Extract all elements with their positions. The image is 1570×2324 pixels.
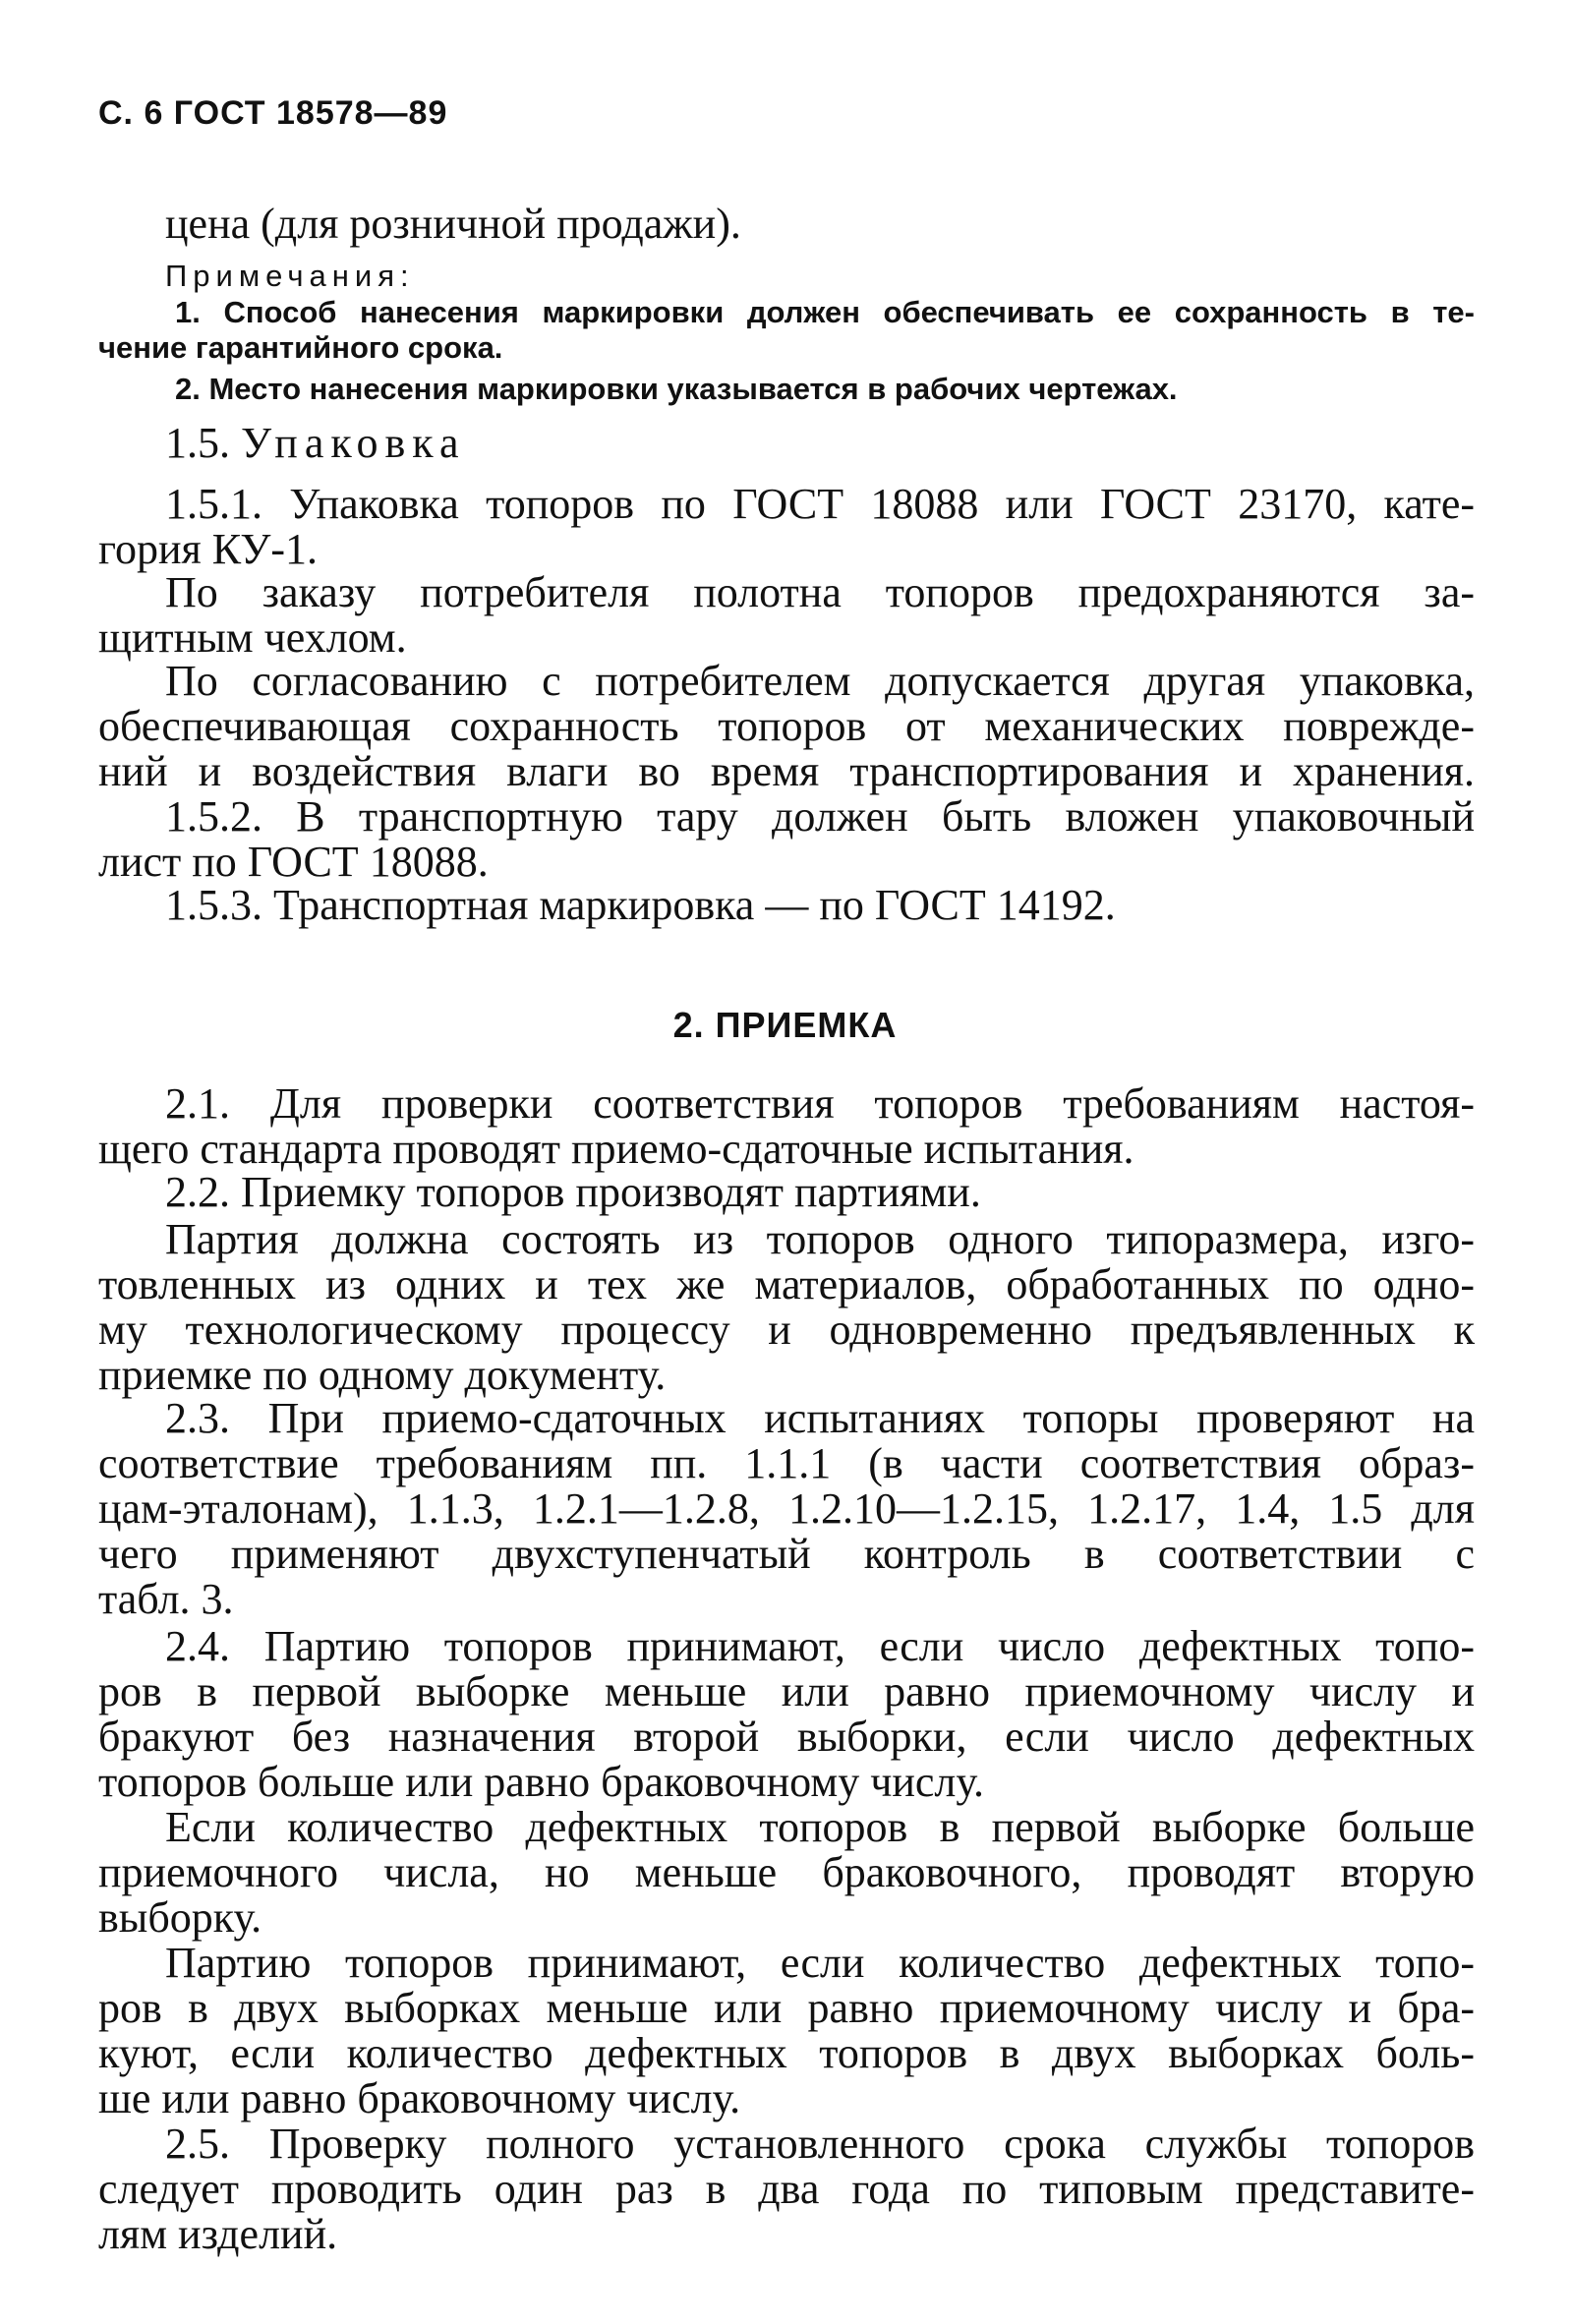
para-2-5 (98, 2121, 1475, 2257)
para-party-line-2: товленных из одних и тех же материалов, обработанных по одно- (98, 1260, 1475, 1308)
para-order (98, 570, 1475, 661)
para-2-5-line-1: 2.5. Проверку полного установленного срока службы топоров (165, 2120, 1475, 2168)
para-2-1-line-1: 2.1. Для проверки соответствия топоров требованиям настоя- (165, 1079, 1475, 1128)
para-party-line-3: му технологическому процессу и одновременно предъявленных к (98, 1306, 1475, 1354)
para-agree (98, 659, 1475, 794)
para-1-5-1 (98, 482, 1475, 572)
price-line: цена (для розничной продажи). (165, 200, 741, 248)
para-if-line-2: приемочного числа, но меньше браковочного, проводят вторую (98, 1848, 1475, 1896)
para-accept-line-2: ров в двух выборках меньше или равно приемочному числу и бра- (98, 1984, 1475, 2032)
para-accept-line-1: Партию топоров принимают, если количество дефектных топо- (165, 1939, 1475, 1987)
para-2-3 (98, 1396, 1475, 1622)
para-2-3-line-2: соответствие требованиям пп. 1.1.1 (в части соответствия образ- (98, 1439, 1475, 1487)
para-order-line-2: щитным чехлом. (98, 613, 407, 662)
section-1-5-number: 1.5. (165, 419, 230, 467)
note-1 (98, 295, 1475, 366)
section-2-title: 2. ПРИЕМКА (672, 1005, 898, 1045)
para-2-1-line-2: щего стандарта проводят приемо-сдаточные испытания. (98, 1125, 1134, 1173)
para-2-5-line-2: следует проводить один раз в два года по типовым представите- (98, 2165, 1475, 2213)
para-1-5-1-line-2: гория КУ-1. (98, 525, 319, 573)
para-2-4-line-4: топоров больше или равно браковочному числу. (98, 1758, 984, 1806)
para-if-line-1: Если количество дефектных топоров в первой выборке больше (165, 1803, 1475, 1851)
para-2-5-line-3: лям изделий. (98, 2210, 338, 2258)
para-party (98, 1217, 1475, 1398)
notes-title: Примечания: (165, 259, 415, 293)
para-2-1 (98, 1081, 1475, 1172)
para-2-4-line-3: бракуют без назначения второй выборки, если число дефектных (98, 1713, 1475, 1761)
para-accept (98, 1941, 1475, 2121)
para-2-3-line-4: чего применяют двухступенчатый контроль в соответствии с (98, 1530, 1475, 1578)
para-1-5-2-line-1: 1.5.2. В транспортную тару должен быть вложен упаковочный (165, 792, 1475, 841)
note-2: 2. Место нанесения маркировки указывается в рабочих чертежах. (175, 372, 1178, 406)
para-order-line-1: По заказу потребителя полотна топоров предохраняются за- (165, 568, 1475, 616)
para-1-5-1-line-1: 1.5.1. Упаковка топоров по ГОСТ 18088 или ГОСТ 23170, кате- (165, 480, 1475, 528)
para-2-3-line-3: цам-эталонам), 1.1.3, 1.2.1—1.2.8, 1.2.10—1.2.15, 1.2.17, 1.4, 1.5 для (98, 1484, 1475, 1533)
section-1-5-heading (165, 421, 1541, 466)
para-agree-line-3: ний и воздействия влаги во время транспортирования и хранения. (98, 747, 1475, 795)
para-2-3-line-1: 2.3. При приемо-сдаточных испытаниях топоры проверяют на (165, 1394, 1475, 1442)
page-header: С. 6 ГОСТ 18578—89 (98, 94, 448, 132)
note-1-line-2: чение гарантийного срока. (98, 330, 503, 365)
note-1-line-1: 1. Способ нанесения маркировки должен обеспечивать ее сохранность в те- (175, 295, 1475, 329)
para-2-4-line-1: 2.4. Партию топоров принимают, если число дефектных топо- (165, 1622, 1475, 1670)
para-accept-line-3: куют, если количество дефектных топоров в двух выборках боль- (98, 2029, 1475, 2077)
para-agree-line-1: По согласованию с потребителем допускается другая упаковка, (165, 657, 1475, 705)
para-1-5-2 (98, 794, 1475, 885)
para-party-line-4: приемке по одному документу. (98, 1351, 667, 1399)
para-1-5-3: 1.5.3. Транспортная маркировка — по ГОСТ 14192. (165, 881, 1116, 929)
section-1-5-title: Упаковка (241, 419, 466, 467)
para-2-3-line-5: табл. 3. (98, 1575, 234, 1623)
para-2-4 (98, 1624, 1475, 1805)
para-1-5-2-line-2: лист по ГОСТ 18088. (98, 838, 489, 886)
para-if-line-3: выборку. (98, 1893, 262, 1942)
para-accept-line-4: ше или равно браковочному числу. (98, 2074, 741, 2122)
para-2-4-line-2: ров в первой выборке меньше или равно приемочному числу и (98, 1667, 1475, 1715)
para-if (98, 1805, 1475, 1941)
para-2-2: 2.2. Приемку топоров производят партиями. (165, 1168, 981, 1216)
para-agree-line-2: обеспечивающая сохранность топоров от механических поврежде- (98, 702, 1475, 750)
para-party-line-1: Партия должна состоять из топоров одного типоразмера, изго- (165, 1215, 1475, 1263)
